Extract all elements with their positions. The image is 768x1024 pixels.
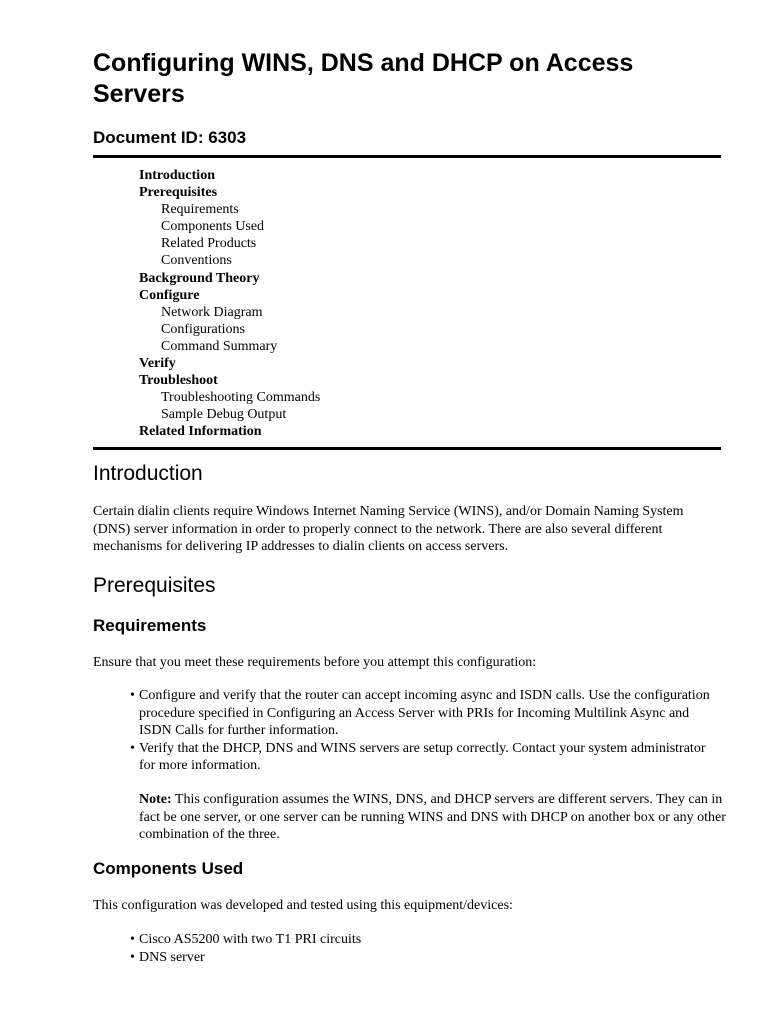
toc-item-related-products[interactable]: Related Products <box>161 236 257 252</box>
toc-item-conventions[interactable]: Conventions <box>161 253 232 269</box>
divider-bottom <box>93 447 721 450</box>
toc-item-sample-debug-output[interactable]: Sample Debug Output <box>161 407 287 423</box>
component-text: DNS server <box>139 949 205 965</box>
table-of-contents <box>139 167 320 441</box>
components-intro: This configuration was developed and tested using this equipment/devices: <box>93 898 513 913</box>
prerequisites-heading: Prerequisites <box>93 574 216 597</box>
page-title: Configuring WINS, DNS and DHCP on Access Servers <box>93 49 634 108</box>
toc-item-prerequisites[interactable]: Prerequisites <box>139 185 218 201</box>
list-item <box>130 740 720 775</box>
introduction-heading: Introduction <box>93 462 203 485</box>
divider-top <box>93 155 721 158</box>
toc-item-configurations[interactable]: Configurations <box>161 321 245 337</box>
list-item <box>130 931 720 949</box>
note-label: Note: <box>139 792 172 807</box>
toc-item-introduction[interactable]: Introduction <box>139 168 215 183</box>
list-item <box>130 949 720 967</box>
toc-item-verify[interactable]: Verify <box>139 356 176 372</box>
document-id: Document ID: 6303 <box>93 128 247 147</box>
toc-item-components-used[interactable]: Components Used <box>161 219 265 235</box>
requirements-list <box>130 687 720 775</box>
toc-item-command-summary[interactable]: Command Summary <box>161 338 278 354</box>
bullet-glyph: • <box>130 949 135 965</box>
components-used-heading: Components Used <box>93 859 244 878</box>
toc-item-troubleshoot[interactable]: Troubleshoot <box>139 373 218 389</box>
list-item <box>130 687 720 740</box>
requirement-text: Configure and verify that the router can accept incoming async and ISDN calls. Use the configuration procedure specified in Configuring an Access Server with PRIs for Incoming Multilink Async and ISDN Calls for further information. <box>139 688 710 738</box>
components-list <box>130 931 720 966</box>
introduction-text: Certain dialin clients require Windows Internet Naming Service (WINS), and/or Domain Naming System (DNS) server information in order to properly connect to the network. There are also several different mechanisms for delivering IP addresses to dialin clients on access servers. <box>93 504 684 554</box>
toc-item-requirements[interactable]: Requirements <box>161 202 239 218</box>
note-paragraph <box>139 791 729 844</box>
toc-item-background-theory[interactable]: Background Theory <box>139 270 260 286</box>
bullet-glyph: • <box>130 740 135 756</box>
bullet-glyph: • <box>130 688 135 703</box>
component-text: Cisco AS5200 with two T1 PRI circuits <box>139 932 362 947</box>
toc-item-network-diagram[interactable]: Network Diagram <box>161 304 263 320</box>
toc-item-related-information[interactable]: Related Information <box>139 424 262 440</box>
requirements-heading: Requirements <box>93 616 207 635</box>
toc-item-troubleshooting-commands[interactable]: Troubleshooting Commands <box>161 390 321 406</box>
toc-item-configure[interactable]: Configure <box>139 287 200 303</box>
requirements-intro: Ensure that you meet these requirements before you attempt this configuration: <box>93 655 537 670</box>
bullet-glyph: • <box>130 932 135 947</box>
requirement-text: Verify that the DHCP, DNS and WINS servers are setup correctly. Contact your system administrator for more information. <box>139 740 706 773</box>
note-text: This configuration assumes the WINS, DNS, and DHCP servers are different servers. They can in fact be one server, or one server can be running WINS and DNS with DHCP on another box or any other combination of the three. <box>139 792 726 842</box>
